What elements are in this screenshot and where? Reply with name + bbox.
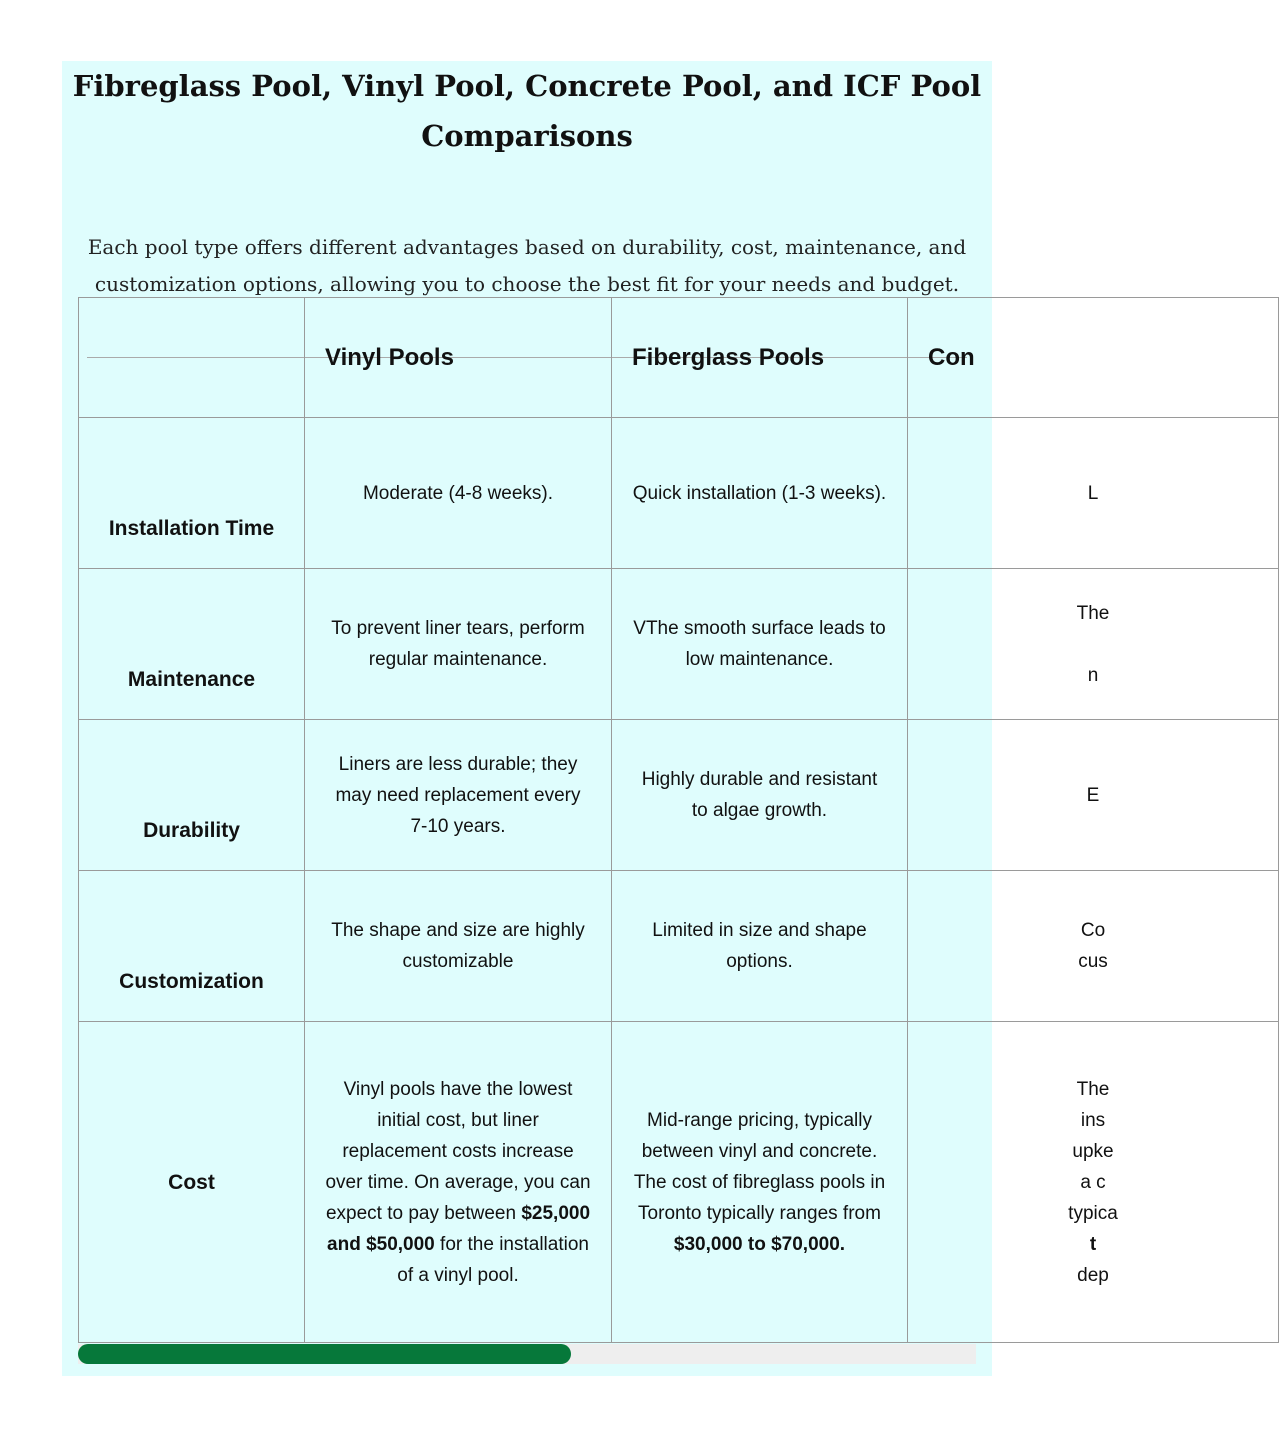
- fiberglass-cost-range: $30,000 to $70,000.: [673, 1233, 846, 1255]
- cell-fiberglass-customization: Limited in size and shape options.: [612, 871, 908, 1022]
- table-row: [79, 871, 1279, 1022]
- concrete-cost-line: upke: [1072, 1140, 1114, 1162]
- page-title: Fibreglass Pool, Vinyl Pool, Concrete Pool, and ICF Pool Comparisons: [72, 69, 982, 153]
- cell-fiberglass-durability: Highly durable and resistant to algae growth.: [612, 720, 908, 871]
- vinyl-cost-text-end: for the installation of a vinyl pool.: [397, 1233, 589, 1286]
- cell-vinyl-installation: Moderate (4-8 weeks).: [305, 418, 612, 569]
- header-concrete-pools: Con: [908, 298, 1279, 418]
- table-header-row: [79, 298, 1279, 418]
- comparison-table-scroller[interactable]: [78, 297, 1118, 1367]
- cell-concrete-maintenance: The n: [908, 569, 1279, 720]
- cell-concrete-customization: Co cus: [908, 871, 1279, 1022]
- fiberglass-cost-text: Mid-range pricing, typically between vinyl and concrete. The cost of fibreglass pools in Toronto typically ranges from: [633, 1109, 886, 1224]
- comparison-table: [78, 297, 1279, 1343]
- vinyl-cost-text: Vinyl pools have the lowest initial cost, but liner replacement costs increase over time. On average, you can expect to pay between: [325, 1078, 591, 1224]
- row-label-customization: Customization: [79, 871, 305, 1022]
- row-label-maintenance: Maintenance: [79, 569, 305, 720]
- cell-vinyl-cost: [305, 1022, 612, 1343]
- cell-vinyl-customization: The shape and size are highly customizable: [305, 871, 612, 1022]
- vinyl-cost-range: $25,000 and $50,000: [327, 1202, 591, 1255]
- concrete-cost-line: ins: [1080, 1109, 1106, 1131]
- row-label-cost: Cost: [79, 1022, 305, 1343]
- concrete-cost-line: a c: [1080, 1171, 1106, 1193]
- table-row: [79, 1022, 1279, 1343]
- header-empty-cell: [79, 298, 305, 418]
- concrete-cost-line: The: [1076, 1078, 1110, 1100]
- cell-fiberglass-cost: [612, 1022, 908, 1343]
- intro-paragraph: Each pool type offers different advantages based on durability, cost, maintenance, and customization options, allowing you to choose the best fit for your needs and budget.: [87, 235, 967, 296]
- cell-vinyl-durability: Liners are less durable; they may need replacement every 7-10 years.: [305, 720, 612, 871]
- row-label-durability: Durability: [79, 720, 305, 871]
- cell-concrete-durability: E: [908, 720, 1279, 871]
- cell-concrete-installation: L: [908, 418, 1279, 569]
- header-vinyl-pools: Vinyl Pools: [305, 298, 612, 418]
- concrete-cost-line: dep: [1077, 1264, 1109, 1286]
- cell-vinyl-maintenance: To prevent liner tears, perform regular maintenance.: [305, 569, 612, 720]
- cell-fiberglass-installation: Quick installation (1-3 weeks).: [612, 418, 908, 569]
- cell-concrete-cost: [908, 1022, 1279, 1343]
- concrete-cost-line: typica: [1068, 1202, 1118, 1224]
- table-row: [79, 569, 1279, 720]
- table-row: [79, 418, 1279, 569]
- concrete-cost-line: t: [1089, 1233, 1097, 1255]
- horizontal-scrollbar-thumb[interactable]: [78, 1344, 571, 1364]
- table-row: [79, 720, 1279, 871]
- header-fiberglass-pools: Fiberglass Pools: [612, 298, 908, 418]
- cell-fiberglass-maintenance: VThe smooth surface leads to low maintenance.: [612, 569, 908, 720]
- row-label-installation-time: Installation Time: [79, 418, 305, 569]
